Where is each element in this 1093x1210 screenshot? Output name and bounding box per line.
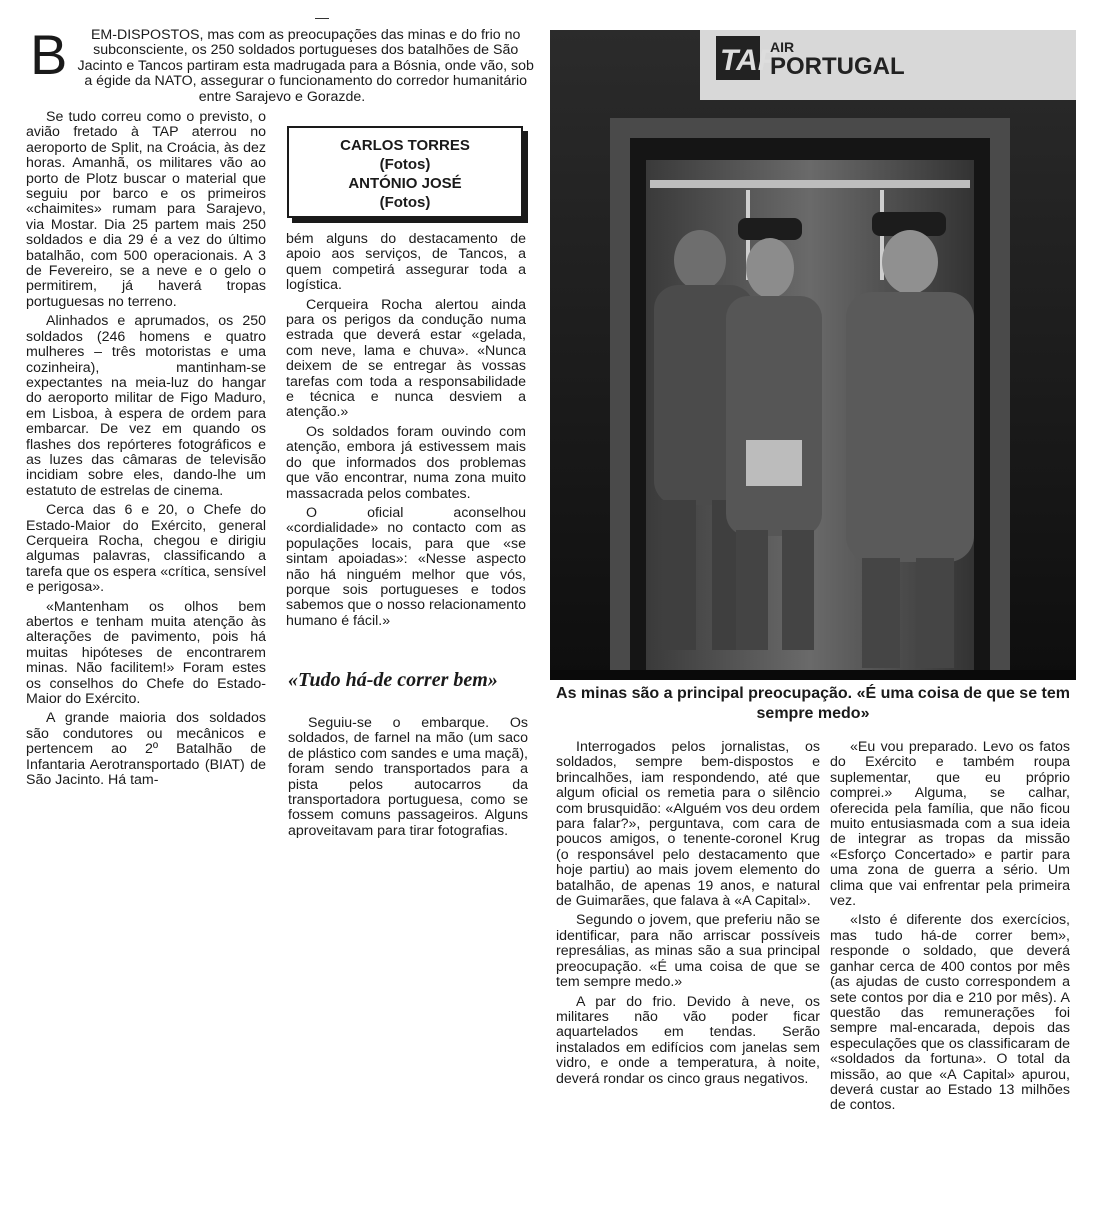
credit-name: ANTÓNIO JOSÉ <box>348 175 462 192</box>
paragraph: «Isto é diferente dos exercícios, mas tudo há-de correr bem», responde o soldado, que deverá ganhar cerca de 400 contos por mês (as ajudas de custo correspondem a sete contos por dia e 210 por mês). A questão das remunerações foi sempre mal-encarada, depois das especulações que os classificaram de «soldados da fortuna». O total da missão, ao que «A Capital» apurou, deverá custar ao Estado 13 milhões de contos. <box>830 912 1070 1114</box>
paragraph: «Eu vou preparado. Levo os fatos do Exército e também roupa suplementar, que eu próprio comprei.» Alguma, se calhar, oferecida pela família, que não ficou muito entusiasmada com a sua ideia de integrar as tropas da missão «Esforço Concertado» e partir para uma zona de guerra a sério. Um clima que vai enfrentar pela primeira vez. <box>830 739 1070 910</box>
lead-text: EM-DISPOSTOS, mas com as preocupações das minas e do frio no subconsciente, os 250 soldados portugueses dos batalhões de São Jacinto e Tancos partiram esta madrugada para a Bósnia, onde vão, sob a égide da NATO, assegurar o funcionamento do corredor humanitário entre Sarajevo e Gorazde. <box>77 27 534 105</box>
paragraph: A par do frio. Devido à neve, os militares não vão poder ficar aquartelados em tendas. Serão instalados em edifícios com janelas sem vidro, e onde a temperatura, à noite, deverá rondar os cinco graus negativos. <box>556 993 820 1087</box>
paragraph: Alinhados e aprumados, os 250 soldados (246 homens e quatro mulheres – três motoristas e uma cozinheira), mantinham-se expectantes na meia-luz do hangar do aeroporto militar de Figo Maduro, em Lisboa, à espera de ordem para embarcar. De vez em quando os flashes dos repórteres fotográficos e as luzes das câmaras de televisão incidiam sobre eles, dando-lhe um estatuto de estrelas de cinema. <box>26 313 266 499</box>
credit-role: (Fotos) <box>379 194 431 211</box>
column-3 <box>556 740 820 1091</box>
credit-name: CARLOS TORRES <box>340 137 470 154</box>
credit-role: (Fotos) <box>379 156 431 173</box>
paragraph: Cerca das 6 e 20, o Chefe do Estado-Maior do Exército, general Cerqueira Rocha, chegou e dirigiu algumas palavras, classificando a tarefa que os espera «crítica, sensível e perigosa». <box>26 502 266 596</box>
paragraph: Cerqueira Rocha alertou ainda para os perigos da condução numa estrada que deverá estar «gelada, com neve, lama e chuva». «Nunca deixem de se entregar às vossas tarefas com toda a responsabilidade e técnica e nunca desviem a atenção.» <box>286 296 526 421</box>
paragraph: Seguiu-se o embarque. Os soldados, de farnel na mão (um saco de plástico com sandes e uma maçã), foram sendo transportados para a pista pelos autocarros da transportadora portuguesa, como se fossem comuns passageiros. Alguns aproveitavam para tirar fotografias. <box>288 715 528 839</box>
drop-cap: B <box>30 23 68 86</box>
paragraph: Segundo o jovem, que preferiu não se identificar, para não arriscar possíveis represálias, as minas são a sua principal preocupação. «É uma coisa de que se tem sempre medo.» <box>556 912 820 991</box>
subheading: «Tudo há-de correr bem» <box>288 669 498 691</box>
soldiers-photo <box>550 30 1076 680</box>
paragraph: Se tudo correu como o previsto, o avião fretado à TAP aterrou no aeroporto de Split, na Croácia, às dez horas. Amanhã, os militares vão ao porto de Plotz buscar o material que seguiu por barco e os primeiros «chaimites» rumam para Sarajevo, via Mostar. Dia 25 partem mais 250 soldados e dia 29 é a vez do último batalhão, com 500 operacionais. A 3 de Fevereiro, se a neve e o gelo o permitirem, já haverá tropas portuguesas no terreno. <box>26 109 266 310</box>
column-1 <box>26 110 266 792</box>
column-4 <box>830 740 1070 1118</box>
column-2-continued <box>288 716 528 843</box>
sign-text: PORTUGAL <box>770 53 905 80</box>
rule-mark <box>315 18 329 19</box>
paragraph: Interrogados pelos jornalistas, os soldados, sempre bem-dispostos e brincalhões, iam respondendo, até que algum oficial os remetia para o silêncio com brusquidão: «Alguém vos deu ordem para falar?», perguntava, com cara de poucos amigos, o tenente-coronel Krug (o responsável pelo destacamento que hoje partiu) ao mais jovem elemento do batalhão, de apenas 19 anos, e natural de Guimarães, que falava à «A Capital». <box>556 739 820 910</box>
column-2 <box>286 232 526 633</box>
photo-credits-box <box>287 126 523 218</box>
svg-text:TAP: TAP <box>720 44 778 77</box>
paragraph: O oficial aconselhou «cordialidade» no contacto com as populações locais, para que «se sintam apoiadas»: «Nesse aspecto não há ninguém melhor que vós, porque sois portugueses e todos sabemos que o nosso relacionamento humano é fácil.» <box>286 504 526 629</box>
paragraph: «Mantenham os olhos bem abertos e tenham muita atenção às alterações de pavimento, pois há muitas hipóteses de encontrarem minas. Não facilitem!» Foram estes os conselhos do Chefe do Estado-Maior do Exército. <box>26 598 266 708</box>
lead-paragraph <box>26 23 538 105</box>
paragraph: Os soldados foram ouvindo com atenção, embora já estivessem mais do que informados dos problemas que vão encontrar, numa zona muito massacrada pelos combates. <box>286 423 526 502</box>
paragraph: bém alguns do destacamento de apoio aos serviços, de Tancos, a quem competirá assegurar toda a logística. <box>286 231 526 294</box>
paragraph: A grande maioria dos soldados são condutores ou mecânicos e pertencem ao 2º Batalhão de Infantaria Aerotransportado (BIAT) de São Jacinto. Há tam- <box>26 710 266 789</box>
svg-text:AIR: AIR <box>770 39 795 55</box>
photo-caption: As minas são a principal preocupação. «É uma coisa de que se tem sempre medo» <box>556 685 1070 722</box>
